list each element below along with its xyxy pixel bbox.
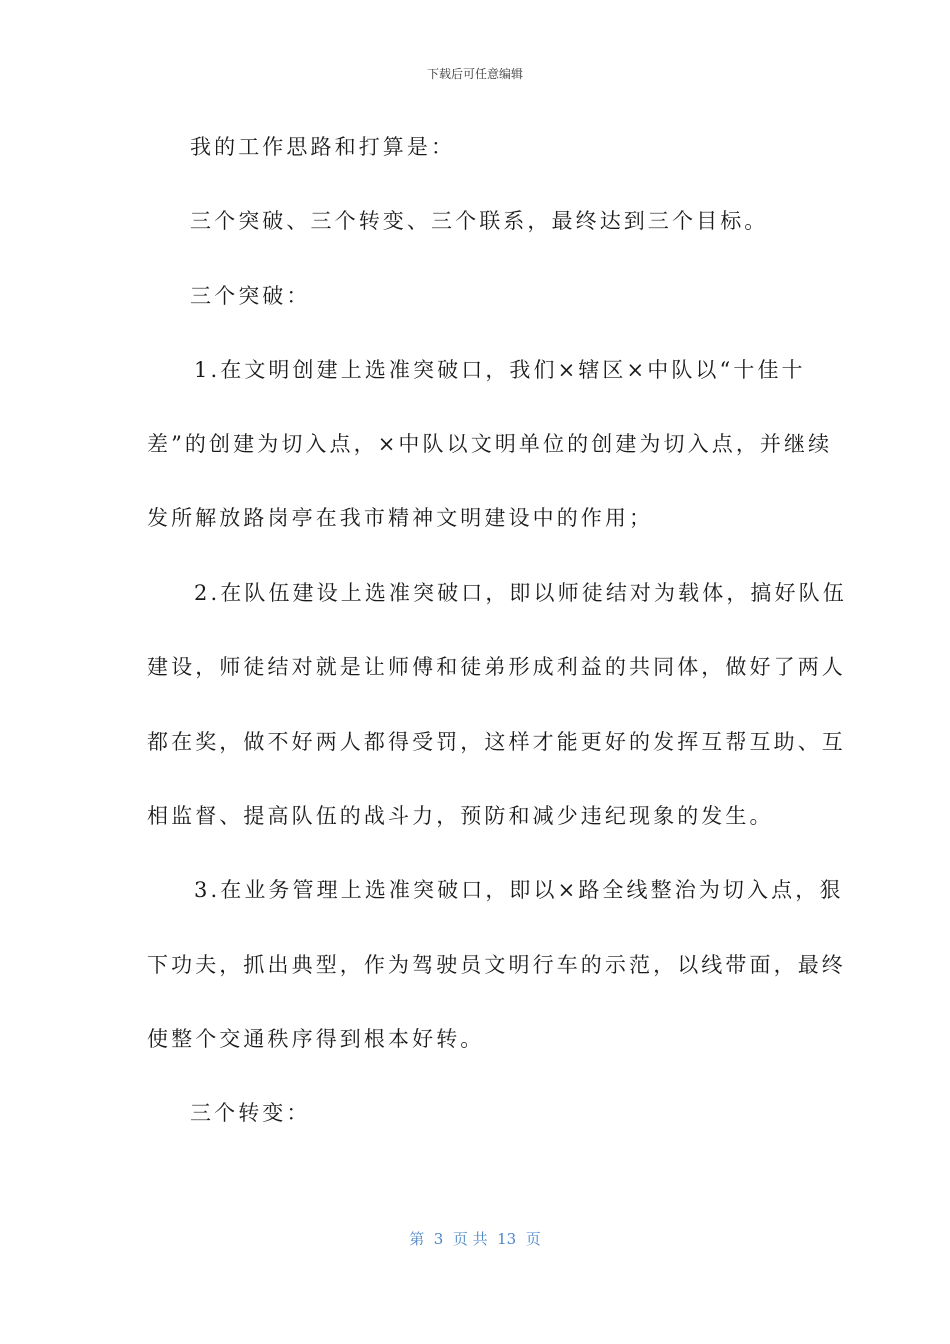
text-line: 2.在队伍建设上选准突破口，即以师徒结对为载体，搞好队伍 [194, 581, 847, 605]
text-line: 三个突破、三个转变、三个联系，最终达到三个目标。 [190, 209, 769, 233]
section-heading: 三个突破： [190, 284, 311, 308]
text-line: 都在奖，做不好两人都得受罚，这样才能更好的发挥互帮互助、互 [147, 730, 846, 754]
page-header: 下载后可任意编辑 [426, 67, 523, 81]
text-line: 使整个交通秩序得到根本好转。 [147, 1027, 485, 1051]
text-line: 建设，师徒结对就是让师傅和徒弟形成利益的共同体，做好了两人 [147, 655, 846, 679]
text-line: 发所解放路岗亭在我市精神文明建设中的作用； [147, 506, 654, 530]
text-line: 3.在业务管理上选准突破口，即以×路全线整治为切入点，狠 [194, 878, 844, 902]
text-line: 相监督、提高队伍的战斗力，预防和减少违纪现象的发生。 [147, 804, 774, 828]
text-line: 我的工作思路和打算是： [190, 135, 456, 159]
text-line: 下功夫，抓出典型，作为驾驶员文明行车的示范，以线带面，最终 [147, 953, 846, 977]
text-line: 差”的创建为切入点，×中队以文明单位的创建为切入点，并继续 [147, 432, 833, 456]
section-heading: 三个转变： [190, 1101, 311, 1125]
text-line: 1.在文明创建上选准突破口，我们×辖区×中队以“十佳十 [194, 358, 806, 382]
page-number-footer: 第 3 页 共 13 页 [409, 1230, 541, 1248]
